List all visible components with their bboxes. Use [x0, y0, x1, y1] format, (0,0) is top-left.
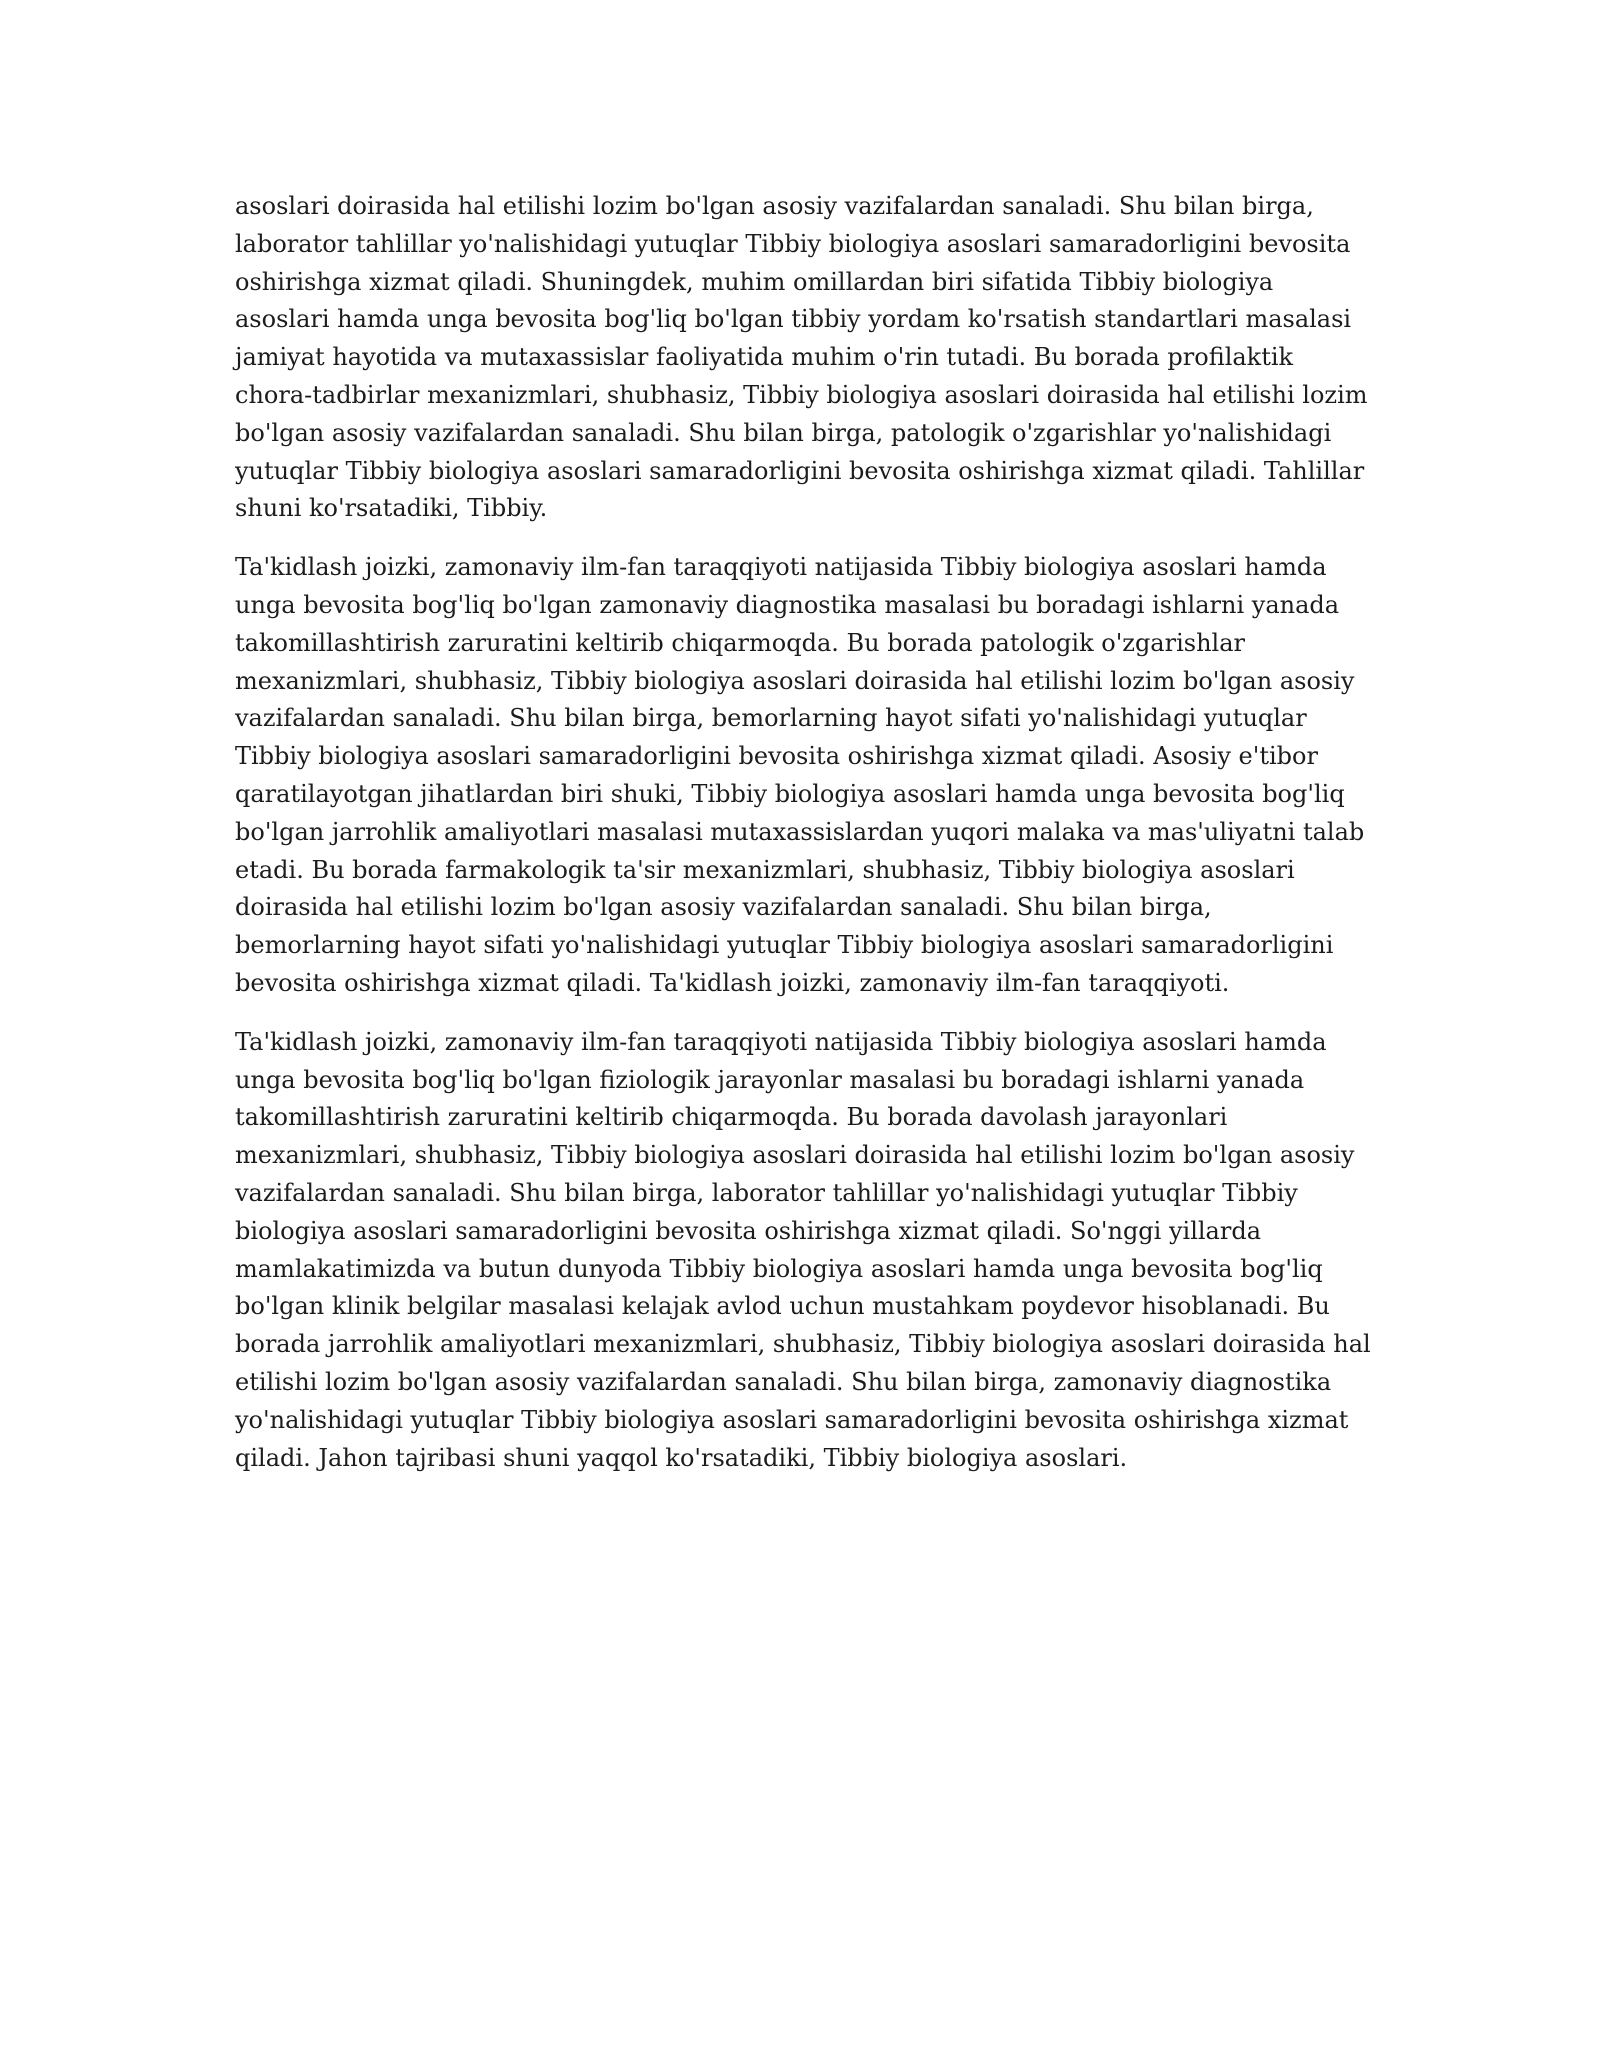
- paragraph-2: Ta'kidlash joizki, zamonaviy ilm-fan taraqqiyoti natijasida Tibbiy biologiya asoslari hamda unga bevosita bog'liq bo'lgan zamonaviy diagnostika masalasi bu boradagi ishlarni yanada takomillashtirish zaruratini keltirib chiqarmoqda. Bu borada patologik o'zgarishlar mexanizmlari, shubhasiz, Tibbiy biologiya asoslari doirasida hal etilishi lozim bo'lgan asosiy vazifalardan sanaladi. Shu bilan birga, bemorlarning hayot sifati yo'nalishidagi yutuqlar Tibbiy biologiya asoslari samaradorligini bevosita oshirishga xizmat qiladi. Asosiy e'tibor qaratilayotgan jihatlardan biri shuki, Tibbiy biologiya asoslari hamda unga bevosita bog'liq bo'lgan jarrohlik amaliyotlari masalasi mutaxassislardan yuqori malaka va mas'uliyatni talab etadi. Bu borada farmakologik ta'sir mexanizmlari, shubhasiz, Tibbiy biologiya asoslari doirasida hal etilishi lozim bo'lgan asosiy vazifalardan sanaladi. Shu bilan birga, bemorlarning hayot sifati yo'nalishidagi yutuqlar Tibbiy biologiya asoslari samaradorligini bevosita oshirishga xizmat qiladi. Ta'kidlash joizki, zamonaviy ilm-fan taraqqiyoti.: [235, 553, 1365, 997]
- paragraph-1: asoslari doirasida hal etilishi lozim bo'lgan asosiy vazifalardan sanaladi. Shu bilan birga, laborator tahlillar yo'nalishidagi yutuqlar Tibbiy biologiya asoslari samaradorligini bevosita oshirishga xizmat qiladi. Shuningdek, muhim omillardan biri sifatida Tibbiy biologiya asoslari hamda unga bevosita bog'liq bo'lgan tibbiy yordam ko'rsatish standartlari masalasi jamiyat hayotida va mutaxassislar faoliyatida muhim o'rin tutadi. Bu borada profilaktik chora-tadbirlar mexanizmlari, shubhasiz, Tibbiy biologiya asoslari doirasida hal etilishi lozim bo'lgan asosiy vazifalardan sanaladi. Shu bilan birga, patologik o'zgarishlar yo'nalishidagi yutuqlar Tibbiy biologiya asoslari samaradorligini bevosita oshirishga xizmat qiladi. Tahlillar shuni ko'rsatadiki, Tibbiy.: [235, 192, 1368, 523]
- body-text: [235, 188, 1375, 1498]
- paragraph-3: Ta'kidlash joizki, zamonaviy ilm-fan taraqqiyoti natijasida Tibbiy biologiya asoslari hamda unga bevosita bog'liq bo'lgan fiziologik jarayonlar masalasi bu boradagi ishlarni yanada takomillashtirish zaruratini keltirib chiqarmoqda. Bu borada davolash jarayonlari mexanizmlari, shubhasiz, Tibbiy biologiya asoslari doirasida hal etilishi lozim bo'lgan asosiy vazifalardan sanaladi. Shu bilan birga, laborator tahlillar yo'nalishidagi yutuqlar Tibbiy biologiya asoslari samaradorligini bevosita oshirishga xizmat qiladi. So'nggi yillarda mamlakatimizda va butun dunyoda Tibbiy biologiya asoslari hamda unga bevosita bog'liq bo'lgan klinik belgilar masalasi kelajak avlod uchun mustahkam poydevor hisoblanadi. Bu borada jarrohlik amaliyotlari mexanizmlari, shubhasiz, Tibbiy biologiya asoslari doirasida hal etilishi lozim bo'lgan asosiy vazifalardan sanaladi. Shu bilan birga, zamonaviy diagnostika yo'nalishidagi yutuqlar Tibbiy biologiya asoslari samaradorligini bevosita oshirishga xizmat qiladi. Jahon tajribasi shuni yaqqol ko'rsatadiki, Tibbiy biologiya asoslari.: [235, 1027, 1371, 1472]
